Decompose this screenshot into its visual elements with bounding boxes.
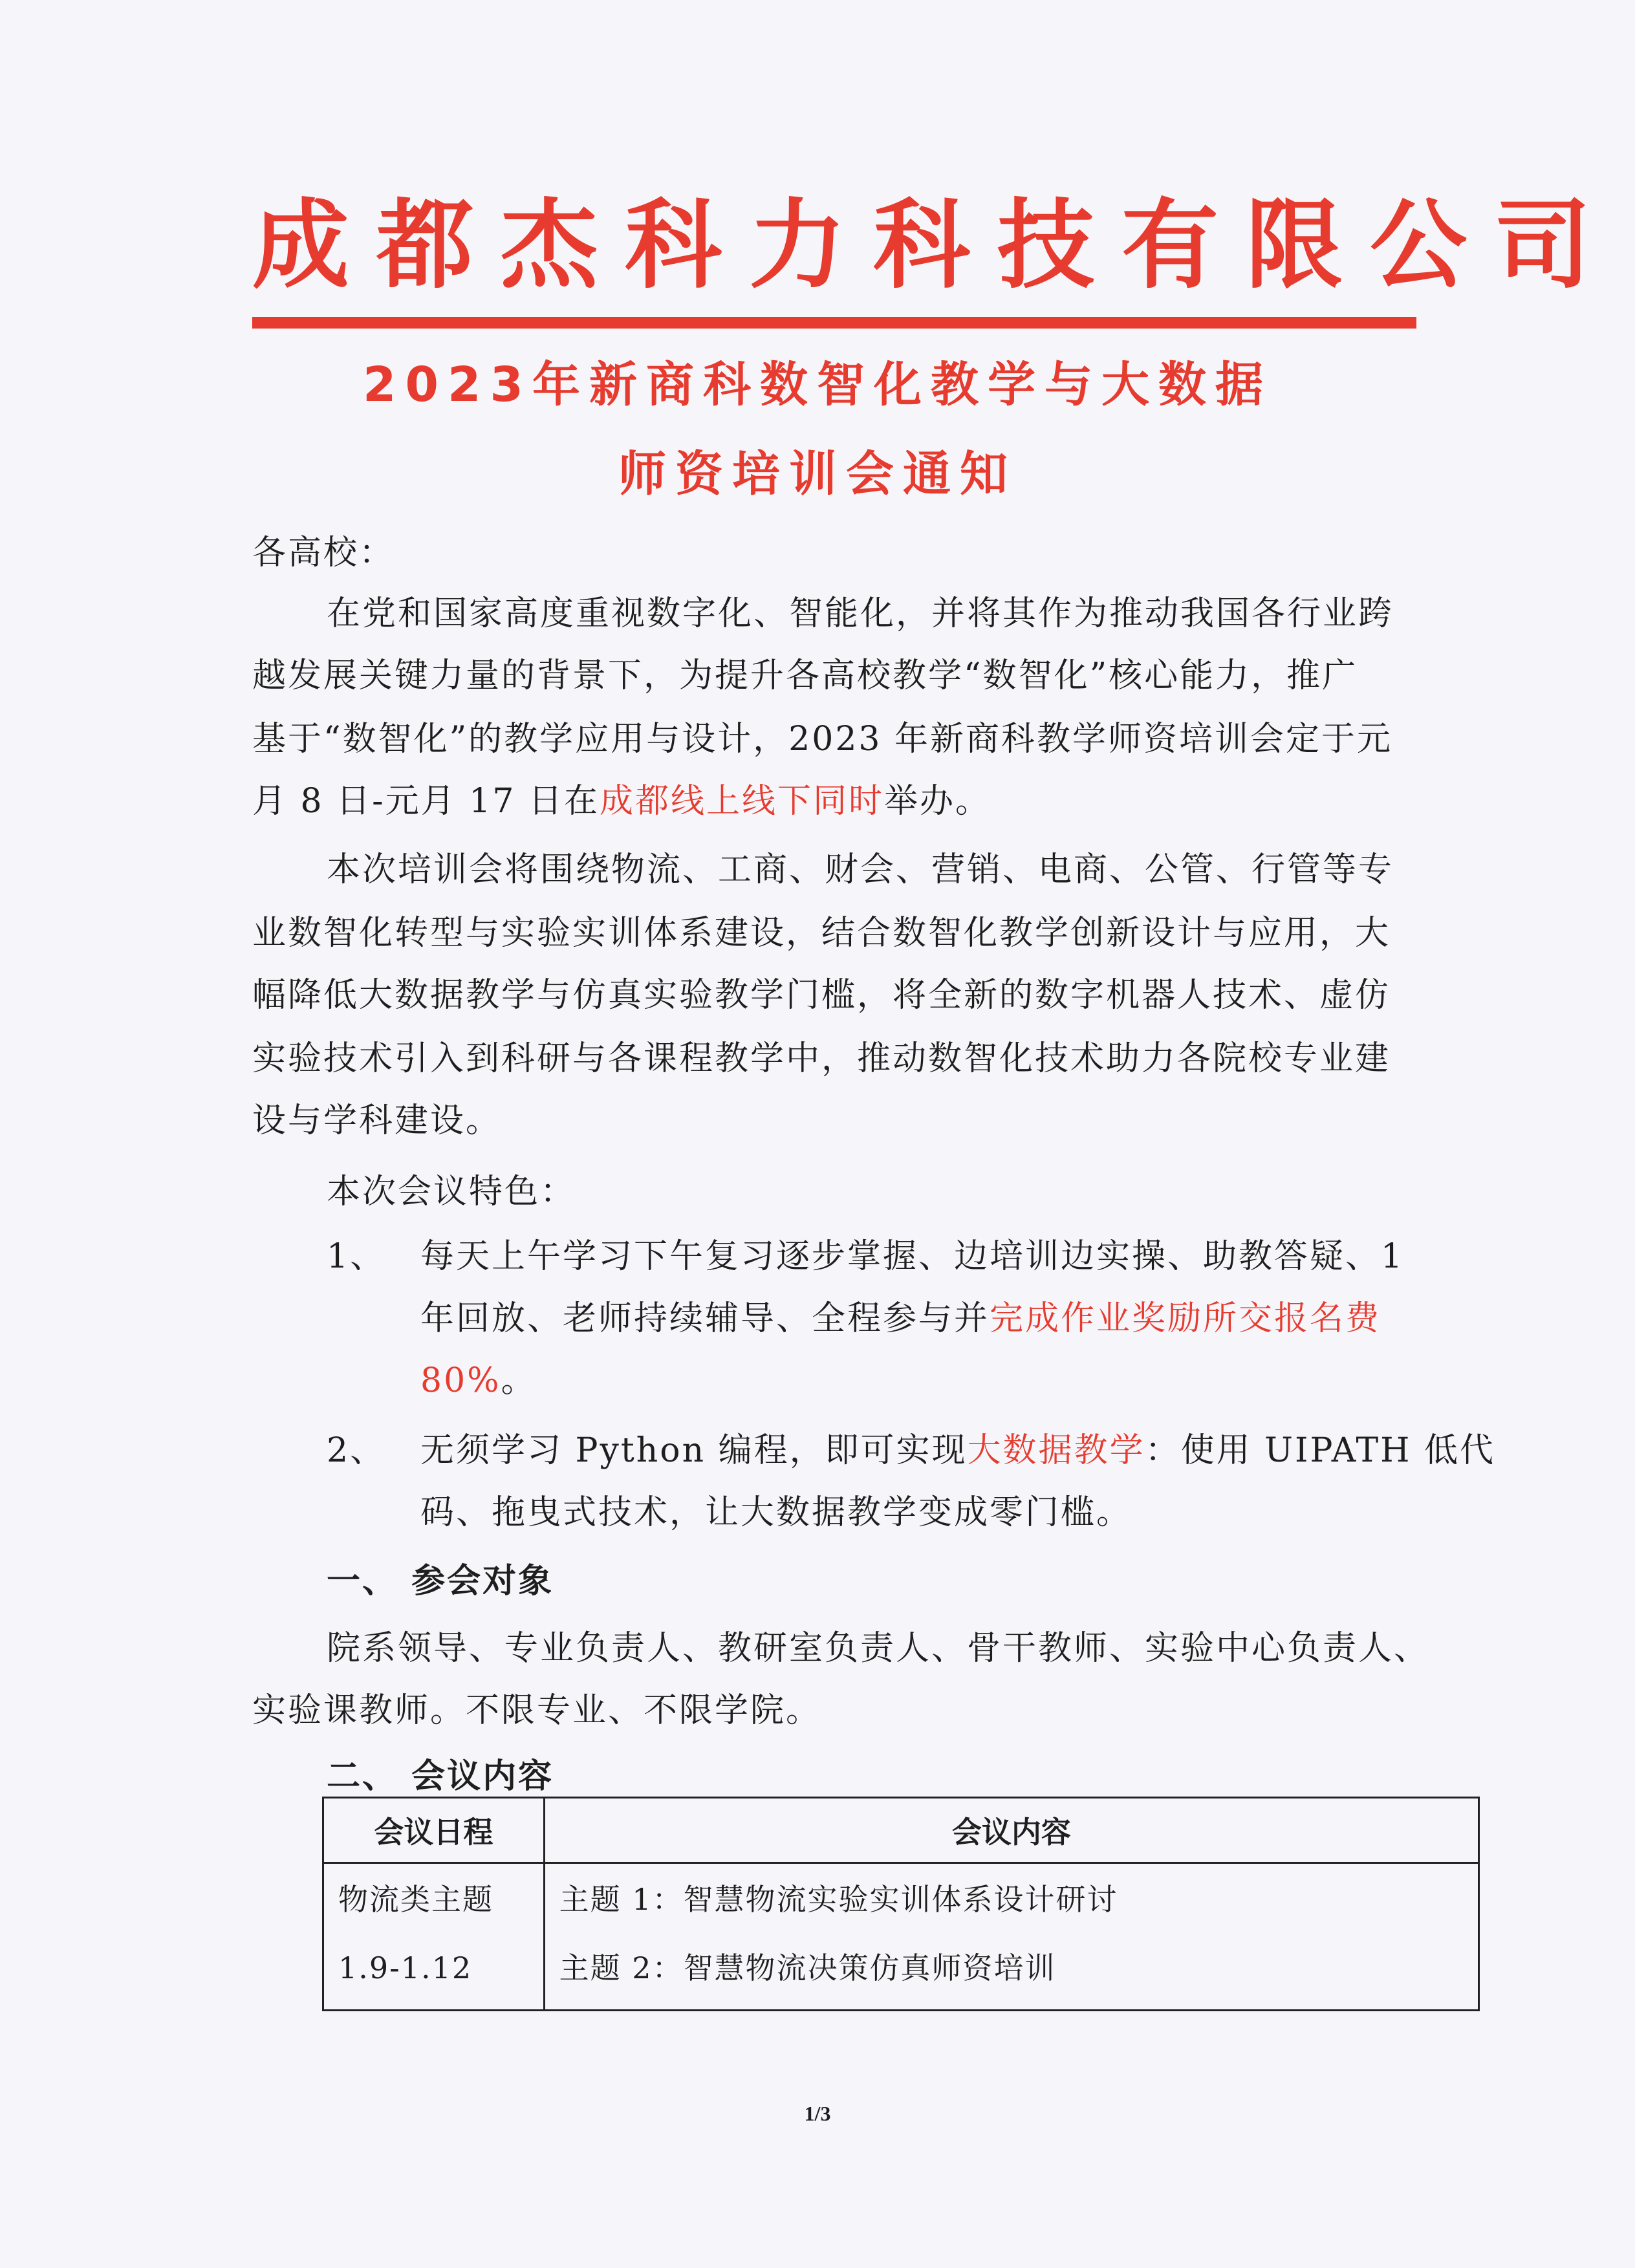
- table-header-row: [323, 1798, 1479, 1863]
- feature-line: 码、拖曳式技术，让大数据教学变成零门槛。: [420, 1493, 1132, 1532]
- intro-line: [252, 782, 991, 821]
- intro-highlight: 成都线上线下同时: [599, 782, 884, 821]
- header-divider: [252, 317, 1416, 329]
- table-row: [323, 1863, 1479, 2011]
- schedule-topic: 物流类主题: [338, 1882, 493, 1917]
- scope-line: 设与学科建设。: [252, 1101, 502, 1140]
- section-heading-attendees: 一、 参会对象: [327, 1562, 554, 1601]
- feature-number: 1、: [327, 1237, 386, 1276]
- notice-title-line1: 2023年新商科数智化教学与大数据: [363, 357, 1272, 413]
- feature-number: 2、: [327, 1431, 386, 1470]
- intro-line: 在党和国家高度重视数字化、智能化，并将其作为推动我国各行业跨: [327, 594, 1394, 633]
- intro-text: 月 8 日-元月 17 日在: [252, 782, 600, 821]
- feature-line: 每天上午学习下午复习逐步掌握、边培训边实操、助教答疑、1: [420, 1237, 1405, 1276]
- attendees-line: 院系领导、专业负责人、教研室负责人、骨干教师、实验中心负责人、: [327, 1629, 1430, 1668]
- intro-line: 越发展关键力量的背景下，为提升各高校教学“数智化”核心能力，推广: [252, 656, 1358, 695]
- feature-highlight: 大数据教学: [967, 1431, 1145, 1470]
- column-header-content: 会议内容: [544, 1798, 1478, 1863]
- feature-line: [420, 1361, 537, 1400]
- feature-text: ：使用 UIPATH 低代: [1145, 1431, 1496, 1470]
- scope-line: 实验技术引入到科研与各课程教学中，推动数智化技术助力各院校专业建: [252, 1039, 1391, 1078]
- section-heading-content: 二、 会议内容: [327, 1757, 554, 1796]
- feature-line: [420, 1431, 1495, 1470]
- intro-text: 举办。: [883, 782, 991, 821]
- attendees-line: 实验课教师。不限专业、不限学院。: [252, 1691, 822, 1730]
- agenda-table: [322, 1797, 1480, 2011]
- feature-line: [420, 1299, 1381, 1338]
- page-number: 1/3: [804, 2102, 831, 2125]
- company-name: 成都杰科力科技有限公司: [252, 189, 1619, 302]
- scope-line: 业数智化转型与实验实训体系建设，结合数智化教学创新设计与应用，大: [252, 914, 1391, 953]
- schedule-dates: 1.9-1.12: [338, 1950, 473, 1985]
- intro-line: 基于“数智化”的教学应用与设计，2023 年新商科教学师资培训会定于元: [252, 720, 1393, 759]
- salutation: 各高校：: [252, 534, 395, 572]
- features-heading: 本次会议特色：: [327, 1172, 576, 1211]
- content-cell: [544, 1863, 1478, 2011]
- feature-text: 年回放、老师持续辅导、全程参与并: [420, 1299, 990, 1338]
- scope-line: 本次培训会将围绕物流、工商、财会、营销、电商、公管、行管等专: [327, 850, 1394, 889]
- feature-text: 。: [501, 1361, 537, 1400]
- feature-highlight: 完成作业奖励所交报名费: [990, 1299, 1381, 1338]
- content-topic: 主题 1：智慧物流实验实训体系设计研讨: [559, 1882, 1118, 1917]
- column-header-schedule: 会议日程: [323, 1798, 545, 1863]
- scope-line: 幅降低大数据教学与仿真实验教学门槛，将全新的数字机器人技术、虚仿: [252, 976, 1391, 1015]
- schedule-cell: [323, 1863, 545, 2011]
- content-topic: 主题 2：智慧物流决策仿真师资培训: [559, 1950, 1056, 1985]
- feature-text: 无须学习 Python 编程，即可实现: [420, 1431, 968, 1470]
- notice-title-line2: 师资培训会通知: [618, 446, 1017, 502]
- feature-highlight: 80%: [420, 1361, 501, 1400]
